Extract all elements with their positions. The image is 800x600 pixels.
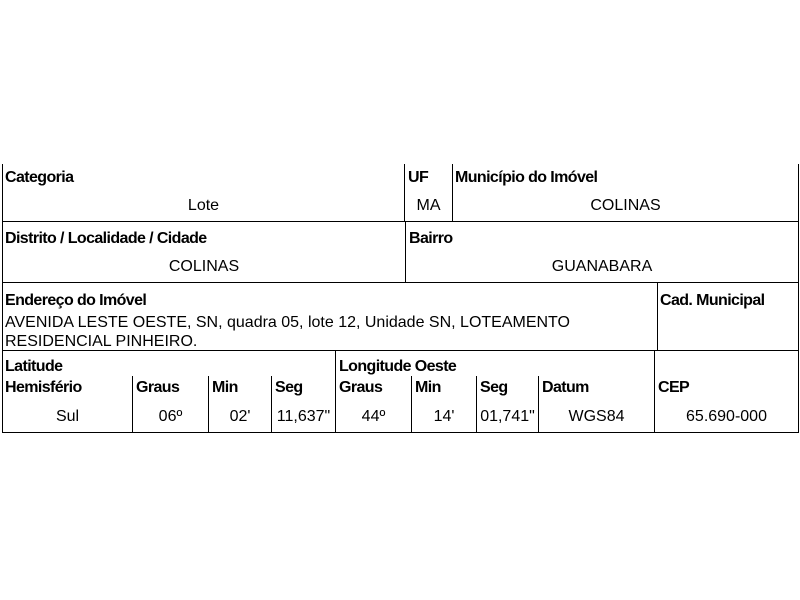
datum-label: Datum [542, 379, 589, 396]
lon-graus-label: Graus [339, 379, 383, 396]
cad-municipal-label: Cad. Municipal [660, 292, 765, 309]
row4-bottom-line [2, 432, 799, 433]
hemisferio-label: Hemisfério [5, 379, 82, 396]
row3-divider-cad [657, 283, 658, 351]
lat-min-label: Min [212, 379, 238, 396]
lon-seg-label: Seg [480, 379, 508, 396]
categoria-label: Categoria [5, 169, 74, 186]
bairro-value: GUANABARA [551, 258, 653, 275]
uf-value: MA [416, 197, 441, 214]
lat-graus-label: Graus [136, 379, 180, 396]
cep-label: CEP [658, 379, 690, 396]
lon-min-label: Min [415, 379, 441, 396]
uf-label: UF [408, 169, 429, 186]
lon-min-value: 14' [433, 408, 455, 425]
right-border [798, 164, 799, 433]
lat-graus-value: 06º [158, 408, 183, 425]
hemisferio-value: Sul [55, 408, 80, 425]
endereco-label: Endereço do Imóvel [5, 292, 147, 309]
datum-value: WGS84 [568, 408, 625, 425]
lon-seg-value: 01,741" [480, 408, 535, 425]
bairro-label: Bairro [409, 230, 453, 247]
lat-min-value: 02' [229, 408, 251, 425]
lat-seg-value: 11,637" [276, 408, 331, 425]
lon-graus-value: 44º [361, 408, 386, 425]
cep-value: 65.690-000 [686, 408, 767, 425]
distrito-value: COLINAS [168, 258, 240, 275]
row2-bottom-line [2, 282, 799, 283]
latitude-label: Latitude [5, 358, 63, 375]
longitude-label: Longitude Oeste [339, 358, 457, 375]
distrito-label: Distrito / Localidade / Cidade [5, 230, 207, 247]
categoria-value: Lote [187, 197, 220, 214]
lat-seg-label: Seg [275, 379, 303, 396]
endereco-value: AVENIDA LESTE OESTE, SN, quadra 05, lote 12, Unidade SN, LOTEAMENTO RESIDENCIAL PINHEIRO. [5, 314, 570, 350]
municipio-value: COLINAS [590, 197, 661, 214]
row1-bottom-line [2, 221, 799, 222]
municipio-label: Município do Imóvel [455, 169, 598, 186]
